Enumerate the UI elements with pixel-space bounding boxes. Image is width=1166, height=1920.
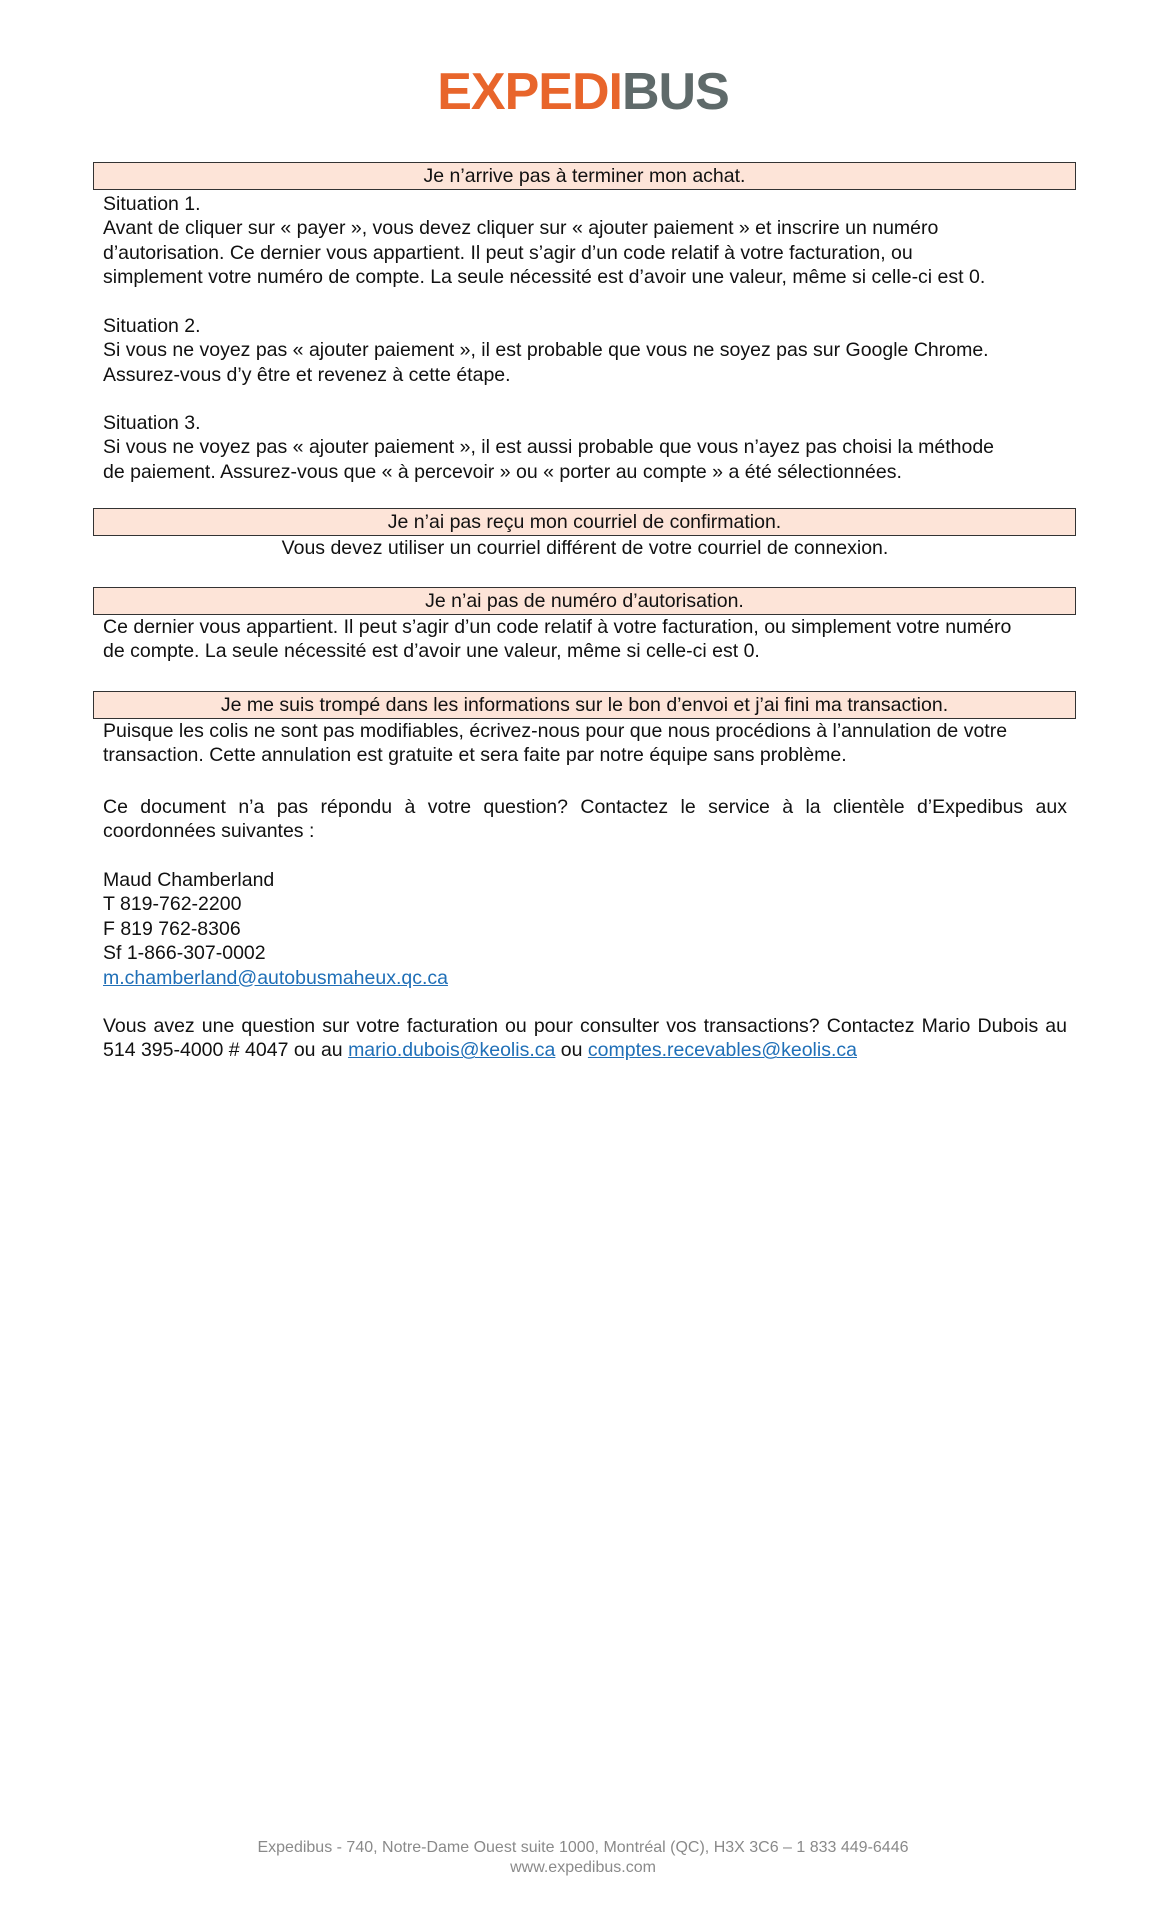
contact-fax: F 819 762-8306 [103, 917, 241, 940]
contact-tollfree: Sf 1-866-307-0002 [103, 942, 266, 965]
billing-text: Vous avez une question sur votre facturation ou pour consulter vos transactions? Contactez Mario Dubois au 514 395-4000 # 4047 ou au [103, 1015, 1067, 1062]
expedibus-logo [0, 63, 1166, 121]
situation-2-label: Situation 2. [103, 315, 201, 337]
contact-phone: T 819-762-2200 [103, 893, 242, 916]
situation-1-block [103, 192, 1067, 290]
footer [0, 1838, 1166, 1878]
billing-paragraph [103, 1014, 1067, 1063]
shipping-error-line-1: Puisque les colis ne sont pas modifiables, écrivez-nous pour que nous procédions à l’annulation de votre [103, 720, 1008, 742]
confirmation-line: Vous devez utiliser un courriel différent de votre courriel de connexion. [281, 537, 889, 559]
situation-2-block [103, 314, 1067, 387]
accounts-receivable-email-link[interactable]: comptes.recevables@keolis.ca [587, 1039, 857, 1062]
situation-2-line-2: Assurez-vous d’y être et revenez à cette étape. [103, 363, 511, 386]
section-heading-confirmation: Je n’ai pas reçu mon courriel de confirmation. [93, 508, 1076, 536]
footer-address: Expedibus - 740, Notre-Dame Ouest suite 1000, Montréal (QC), H3X 3C6 – 1 833 449-6446 [257, 1839, 909, 1856]
authorization-line-1: Ce dernier vous appartient. Il peut s’agir d’un code relatif à votre facturation, ou simplement votre numéro [103, 616, 1012, 638]
section-heading-authorization: Je n’ai pas de numéro d’autorisation. [93, 587, 1076, 615]
contact-email-link[interactable]: m.chamberland@autobusmaheux.qc.ca [103, 966, 448, 989]
situation-3-label: Situation 3. [103, 412, 201, 434]
situation-1-line-2: d’autorisation. Ce dernier vous appartient. Il peut s’agir d’un code relatif à votre facturation, ou [103, 241, 913, 264]
situation-3-line-1: Si vous ne voyez pas « ajouter paiement », il est aussi probable que vous n’ayez pas choisi la méthode [103, 436, 995, 459]
situation-1-line-3: simplement votre numéro de compte. La seule nécessité est d’avoir une valeur, même si celle-ci est 0. [103, 266, 986, 289]
confirmation-text [103, 536, 1067, 560]
shipping-error-text [103, 719, 1067, 768]
billing-or: ou [555, 1039, 588, 1062]
situation-3-line-2: de paiement. Assurez-vous que « à percevoir » ou « porter au compte » a été sélectionnées. [103, 460, 902, 483]
shipping-error-line-2: transaction. Cette annulation est gratuite et sera faite par notre équipe sans problème. [103, 744, 847, 767]
contact-name: Maud Chamberland [103, 869, 275, 891]
situation-1-label: Situation 1. [103, 193, 201, 215]
logo-part-expedi: EXPEDI [437, 63, 622, 121]
footer-website: www.expedibus.com [510, 1859, 656, 1876]
situation-2-line-1: Si vous ne voyez pas « ajouter paiement », il est probable que vous ne soyez pas sur Google Chrome. [103, 339, 989, 362]
situation-3-block [103, 411, 1067, 484]
contact-details [103, 868, 1067, 990]
contact-intro: Ce document n’a pas répondu à votre question? Contactez le service à la clientèle d’Expedibus aux coordonnées suivantes : [103, 796, 1067, 843]
mario-dubois-email-link[interactable]: mario.dubois@keolis.ca [348, 1039, 556, 1062]
authorization-text [103, 615, 1067, 664]
section-heading-purchase: Je n’arrive pas à terminer mon achat. [93, 162, 1076, 190]
situation-1-line-1: Avant de cliquer sur « payer », vous devez cliquer sur « ajouter paiement » et inscrire un numéro [103, 217, 939, 240]
authorization-line-2: de compte. La seule nécessité est d’avoir une valeur, même si celle-ci est 0. [103, 640, 760, 663]
logo-part-bus: BUS [621, 63, 729, 121]
section-heading-shipping-error: Je me suis trompé dans les informations sur le bon d’envoi et j’ai fini ma transaction. [93, 691, 1076, 719]
